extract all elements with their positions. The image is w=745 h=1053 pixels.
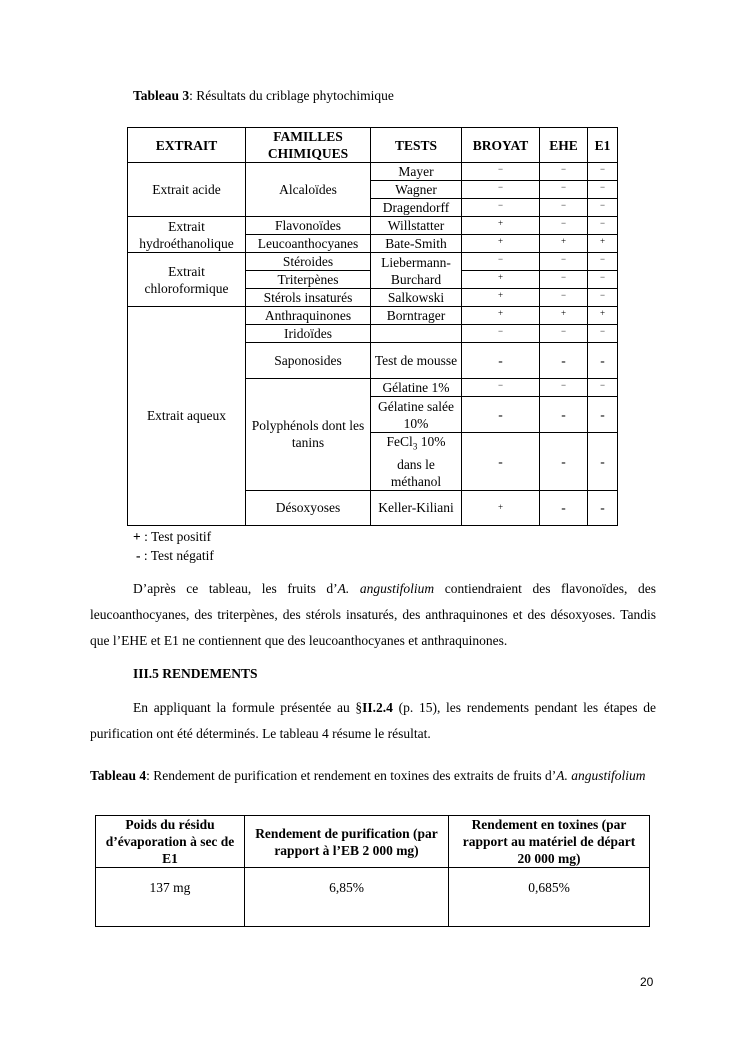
family-cell: Polyphénols dont les tanins (246, 379, 371, 491)
result-cell: − (588, 181, 618, 199)
table-header-row (128, 128, 618, 163)
extrait-cell: Extrait hydroéthanolique (128, 217, 246, 253)
table3-caption-label: Tableau 3 (133, 88, 190, 103)
table4-caption-text: : Rendement de purification et rendement en toxines des extraits de fruits d’ (146, 768, 557, 783)
result-cell: − (540, 181, 588, 199)
result-cell: + (462, 235, 540, 253)
test-cell: Keller-Kiliani (371, 490, 462, 525)
table4-caption-body (146, 767, 645, 784)
result-cell: + (462, 271, 540, 289)
test-cell: Bate-Smith (371, 235, 462, 253)
result-cell: − (462, 379, 540, 397)
result-cell: - (588, 397, 618, 433)
header-ehe: EHE (540, 128, 588, 163)
header-extrait: EXTRAIT (128, 128, 246, 163)
family-cell: Saponosides (246, 343, 371, 379)
test-cell: Liebermann-Burchard (371, 253, 462, 289)
test-cell: Gélatine 1% (371, 379, 462, 397)
result-cell: - (462, 433, 540, 491)
result-cell: − (588, 289, 618, 307)
result-cell: − (540, 199, 588, 217)
result-cell: − (588, 271, 618, 289)
header-broyat: BROYAT (462, 128, 540, 163)
table-row (128, 217, 618, 235)
section-heading: III.5 RENDEMENTS (133, 666, 258, 681)
result-cell: − (588, 199, 618, 217)
result-cell: + (588, 235, 618, 253)
result-cell: + (462, 307, 540, 325)
legend-pos-text: : Test positif (140, 529, 212, 544)
test-cell: Wagner (371, 181, 462, 199)
poids-value: 137 mg (96, 868, 245, 927)
test-cell: Willstatter (371, 217, 462, 235)
result-cell: − (462, 253, 540, 271)
table-row (128, 307, 618, 325)
extrait-cell: Extrait acide (128, 163, 246, 217)
result-cell: − (540, 325, 588, 343)
table4-caption-label: Tableau 4 (90, 768, 147, 783)
result-cell: − (588, 379, 618, 397)
result-cell: − (540, 289, 588, 307)
family-cell: Stéroides (246, 253, 371, 271)
paragraph-results-part: contiendraient des flavonoïdes, des leucoanthocyanes, des triterpènes, des stérols insaturés, des anthraquinones et des désoxyoses. Tandis que l’EHE et E1 ne contiennent que des leucoanthocyanes et anthraquinones. (90, 581, 656, 648)
family-cell: Alcaloïdes (246, 163, 371, 217)
result-cell: − (462, 181, 540, 199)
test-cell: Borntrager (371, 307, 462, 325)
table3-caption (133, 88, 394, 104)
table3-caption-text: : Résultats du criblage phytochimique (189, 88, 394, 103)
result-cell: − (540, 379, 588, 397)
species-name: A. angustifolium (337, 581, 435, 596)
result-cell: - (462, 397, 540, 433)
table-row (128, 163, 618, 181)
result-cell: − (540, 217, 588, 235)
result-cell: − (588, 217, 618, 235)
test-cell (371, 325, 462, 343)
result-cell: - (540, 343, 588, 379)
test-cell: Salkowski (371, 289, 462, 307)
result-cell: - (540, 490, 588, 525)
table-row (128, 253, 618, 271)
header-tests: TESTS (371, 128, 462, 163)
paragraph-rendements-part: En appliquant la formule présentée au § (133, 700, 363, 715)
family-cell: Stérols insaturés (246, 289, 371, 307)
header-rendement-toxines: Rendement en toxines (par rapport au matériel de départ 20 000 mg) (449, 816, 650, 868)
result-cell: + (540, 307, 588, 325)
header-familles: FAMILLES CHIMIQUES (246, 128, 371, 163)
header-rendement-purification: Rendement de purification (par rapport à l’EB 2 000 mg) (245, 816, 449, 868)
fecl-subscript: 3 (412, 441, 418, 452)
result-cell: − (462, 325, 540, 343)
result-cell: − (462, 163, 540, 181)
paragraph-rendements (90, 695, 656, 747)
result-cell: - (540, 433, 588, 491)
result-cell: − (540, 253, 588, 271)
family-cell: Triterpènes (246, 271, 371, 289)
family-cell: Iridoïdes (246, 325, 371, 343)
result-cell: + (540, 235, 588, 253)
paragraph-results-part: D’après ce tableau, les fruits d’ (133, 581, 338, 596)
rendement-purification-value: 6,85% (245, 868, 449, 927)
test-cell: Gélatine salée 10% (371, 397, 462, 433)
test-cell (371, 433, 462, 491)
result-cell: − (540, 271, 588, 289)
paragraph-rendements-part: (p. 15), les rendements pendant les étapes de purification ont été déterminés. Le tableau 4 résume le résultat. (90, 700, 657, 741)
result-cell: − (588, 325, 618, 343)
result-cell: - (588, 433, 618, 491)
section-reference: II.2.4 (362, 700, 393, 715)
test-cell: Dragendorff (371, 199, 462, 217)
yield-table (95, 815, 650, 927)
family-cell: Flavonoïdes (246, 217, 371, 235)
result-cell: + (462, 289, 540, 307)
result-cell: − (540, 163, 588, 181)
result-cell: + (462, 217, 540, 235)
phytochemical-table (127, 127, 618, 526)
result-cell: + (588, 307, 618, 325)
family-cell: Anthraquinones (246, 307, 371, 325)
result-cell: − (588, 163, 618, 181)
family-cell: Désoxyoses (246, 490, 371, 525)
table-header-row (96, 816, 650, 868)
fecl-text: FeCl (386, 434, 413, 449)
legend-neg-text: : Test négatif (140, 548, 214, 563)
result-cell: - (588, 343, 618, 379)
legend-neg-symbol: - (136, 548, 141, 563)
table4-caption (90, 767, 656, 784)
header-poids: Poids du résidu d’évaporation à sec de E1 (96, 816, 245, 868)
result-cell: - (462, 343, 540, 379)
header-e1: E1 (588, 128, 618, 163)
fecl-rest: 10% dans le méthanol (390, 434, 446, 489)
test-cell: Mayer (371, 163, 462, 181)
test-cell: Test de mousse (371, 343, 462, 379)
family-cell: Leucoanthocyanes (246, 235, 371, 253)
result-cell: - (588, 490, 618, 525)
extrait-cell: Extrait aqueux (128, 307, 246, 526)
species-name: A. angustifolium (556, 768, 646, 783)
extrait-cell: Extrait chloroformique (128, 253, 246, 307)
result-cell: + (462, 490, 540, 525)
legend-negative (136, 548, 214, 564)
table-row (96, 868, 650, 927)
result-cell: - (540, 397, 588, 433)
page-number: 20 (640, 975, 654, 989)
result-cell: − (462, 199, 540, 217)
legend-positive (133, 529, 211, 545)
result-cell: − (588, 253, 618, 271)
rendement-toxines-value: 0,685% (449, 868, 650, 927)
paragraph-results (90, 576, 656, 654)
legend-pos-symbol: + (133, 529, 141, 544)
